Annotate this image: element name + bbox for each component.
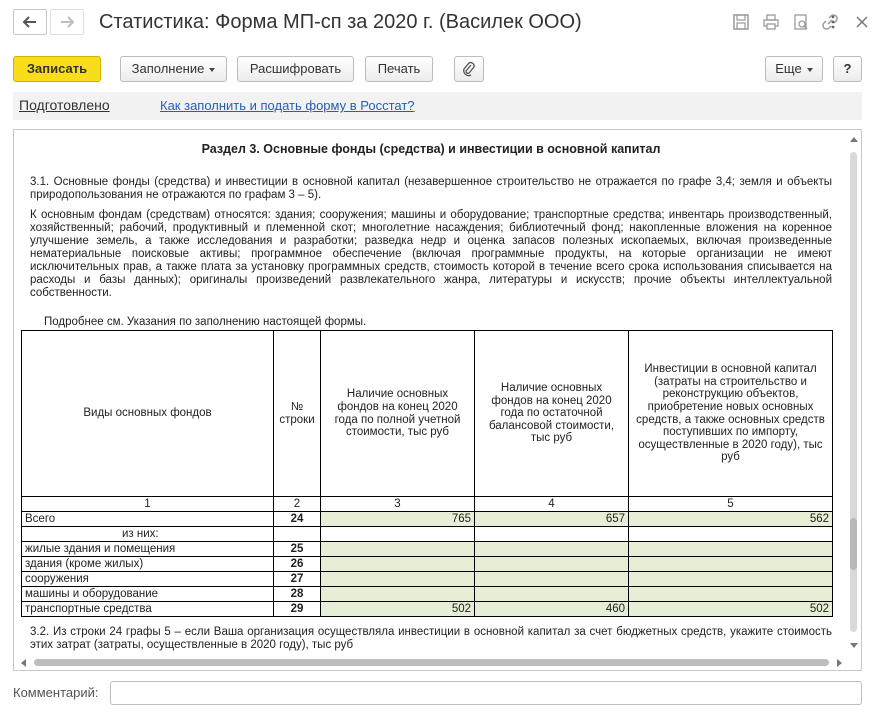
status-text[interactable]: Подготовлено bbox=[19, 97, 110, 113]
cell-full-value[interactable]: 765 bbox=[321, 512, 475, 527]
more-vert-icon[interactable] bbox=[829, 12, 837, 32]
scroll-right-icon[interactable] bbox=[836, 658, 844, 668]
instructions-note: Подробнее см. Указания по заполнению настоящей формы. bbox=[44, 316, 367, 328]
table-row bbox=[22, 587, 833, 602]
cell-residual-value[interactable]: 460 bbox=[475, 602, 629, 617]
help-button[interactable]: ? bbox=[833, 56, 862, 82]
table-header-row bbox=[22, 331, 833, 497]
row-label: сооружения bbox=[22, 572, 274, 587]
table-row bbox=[22, 542, 833, 557]
cell-investments[interactable] bbox=[629, 587, 833, 602]
row-code: 28 bbox=[274, 587, 321, 602]
save-icon[interactable] bbox=[731, 12, 751, 32]
comment-input[interactable] bbox=[110, 681, 862, 705]
cell-residual-value[interactable] bbox=[475, 587, 629, 602]
cell-residual-value[interactable]: 657 bbox=[475, 512, 629, 527]
cell-full-value[interactable] bbox=[321, 587, 475, 602]
form-document bbox=[13, 129, 862, 671]
header-residual-value: Наличие основных фондов на конец 2020 года по остаточной балансовой стоимости, тыс руб bbox=[475, 331, 629, 497]
fill-label: Заполнение bbox=[131, 61, 205, 76]
row-label: Всего bbox=[22, 512, 274, 527]
fill-dropdown-button[interactable] bbox=[120, 56, 227, 82]
comment-label: Комментарий: bbox=[13, 685, 99, 700]
decode-button[interactable]: Расшифровать bbox=[237, 56, 354, 82]
forward-button[interactable] bbox=[50, 9, 84, 35]
scroll-up-icon[interactable] bbox=[849, 135, 859, 143]
header-investments: Инвестиции в основной капитал (затраты на строительство и реконструкцию объектов, приобретение новых основных средств, а также основных средств поступивших по импорту, осуществленные в 2020 году), тыс руб bbox=[629, 331, 833, 497]
column-number: 3 bbox=[321, 497, 475, 512]
header-full-value: Наличие основных фондов на конец 2020 года по полной учетной стоимости, тыс руб bbox=[321, 331, 475, 497]
header-asset-type: Виды основных фондов bbox=[22, 331, 274, 497]
scroll-down-icon[interactable] bbox=[849, 642, 859, 650]
scrollbar-thumb[interactable] bbox=[850, 518, 857, 570]
column-number: 1 bbox=[22, 497, 274, 512]
cell-empty bbox=[629, 527, 833, 542]
fixed-assets-table bbox=[21, 330, 833, 617]
more-label: Еще bbox=[775, 61, 802, 76]
horizontal-scrollbar[interactable] bbox=[14, 654, 862, 670]
cell-residual-value[interactable] bbox=[475, 572, 629, 587]
column-number: 4 bbox=[475, 497, 629, 512]
column-number: 2 bbox=[274, 497, 321, 512]
cell-investments[interactable] bbox=[629, 557, 833, 572]
cell-investments[interactable] bbox=[629, 572, 833, 587]
chevron-down-icon bbox=[209, 68, 215, 72]
table-row bbox=[22, 602, 833, 617]
row-label: из них: bbox=[22, 527, 274, 542]
cell-full-value[interactable] bbox=[321, 572, 475, 587]
scrollbar-thumb[interactable] bbox=[34, 659, 829, 666]
save-button[interactable]: Записать bbox=[13, 56, 101, 82]
cell-full-value[interactable] bbox=[321, 542, 475, 557]
help-link[interactable]: Как заполнить и подать форму в Росстат? bbox=[160, 98, 415, 113]
section-title: Раздел 3. Основные фонды (средства) и инвестиции в основной капитал bbox=[201, 142, 661, 156]
chevron-down-icon bbox=[807, 68, 813, 72]
cell-residual-value[interactable] bbox=[475, 542, 629, 557]
table-row bbox=[22, 512, 833, 527]
scroll-left-icon[interactable] bbox=[19, 658, 27, 668]
row-label: транспортные средства bbox=[22, 602, 274, 617]
table-row bbox=[22, 572, 833, 587]
column-number-row bbox=[22, 497, 833, 512]
row-label: здания (кроме жилых) bbox=[22, 557, 274, 572]
close-icon[interactable] bbox=[852, 12, 872, 32]
more-dropdown-button[interactable] bbox=[765, 56, 823, 82]
arrow-right-icon bbox=[51, 10, 83, 34]
arrow-left-icon bbox=[14, 10, 46, 34]
cell-full-value[interactable] bbox=[321, 557, 475, 572]
window-title: Статистика: Форма МП-сп за 2020 г. (Василек ООО) bbox=[99, 11, 582, 33]
status-strip bbox=[13, 92, 862, 120]
vertical-scrollbar[interactable] bbox=[847, 130, 861, 655]
print-button[interactable]: Печать bbox=[365, 56, 433, 82]
row-code: 27 bbox=[274, 572, 321, 587]
cell-empty bbox=[475, 527, 629, 542]
row-code: 29 bbox=[274, 602, 321, 617]
row-label: жилые здания и помещения bbox=[22, 542, 274, 557]
document-viewport bbox=[14, 130, 848, 655]
row-code: 26 bbox=[274, 557, 321, 572]
paperclip-icon bbox=[461, 61, 477, 79]
cell-investments[interactable] bbox=[629, 542, 833, 557]
paragraph-3-1: 3.1. Основные фонды (средства) и инвестиции в основной капитал (незавершенное строительство не отражается по графе 3,4; земля и объекты природопользования не отражаются по графам 3 – 5). bbox=[30, 176, 832, 201]
cell-empty bbox=[321, 527, 475, 542]
preview-icon[interactable] bbox=[791, 12, 811, 32]
table-row bbox=[22, 527, 833, 542]
row-code: 24 bbox=[274, 512, 321, 527]
row-code bbox=[274, 527, 321, 542]
print-icon[interactable] bbox=[761, 12, 781, 32]
attach-button[interactable] bbox=[454, 56, 484, 82]
paragraph-definition: К основным фондам (средствам) относятся: здания; сооружения; машины и оборудование; транспортные средства; инвентарь производственный, хозяйственный; рабочий, продуктивный и племенной скот; многолетние насаждения; библиотечный фонд; накопленные вложения на коренное улучшение земель, а также исследования и разработки; разведка недр и оценка запасов полезных ископаемых, включая произведенные нематериальные поисковые активы; программное обеспечение (включая программные продукты, на которые организации не имеют исключительных прав, а также плата за установку программных средств, стоимость которой в течение всего срока использования списывается на расходы и базы данных); оригиналы произведений развлекательного жанра, литературы и искусств; прочие объекты интеллектуальной собственности. bbox=[30, 209, 832, 299]
row-label: машины и оборудование bbox=[22, 587, 274, 602]
cell-investments[interactable]: 502 bbox=[629, 602, 833, 617]
column-number: 5 bbox=[629, 497, 833, 512]
table-row bbox=[22, 557, 833, 572]
row-code: 25 bbox=[274, 542, 321, 557]
header-row-number: № строки bbox=[274, 331, 321, 497]
cell-full-value[interactable]: 502 bbox=[321, 602, 475, 617]
cell-residual-value[interactable] bbox=[475, 557, 629, 572]
paragraph-3-2: 3.2. Из строки 24 графы 5 – если Ваша организация осуществляла инвестиции в основной капитал за счет бюджетных средств, укажите стоимость этих затрат (затраты, осуществленные в 2020 году), тыс руб bbox=[30, 626, 832, 651]
back-button[interactable] bbox=[13, 9, 47, 35]
cell-investments[interactable]: 562 bbox=[629, 512, 833, 527]
